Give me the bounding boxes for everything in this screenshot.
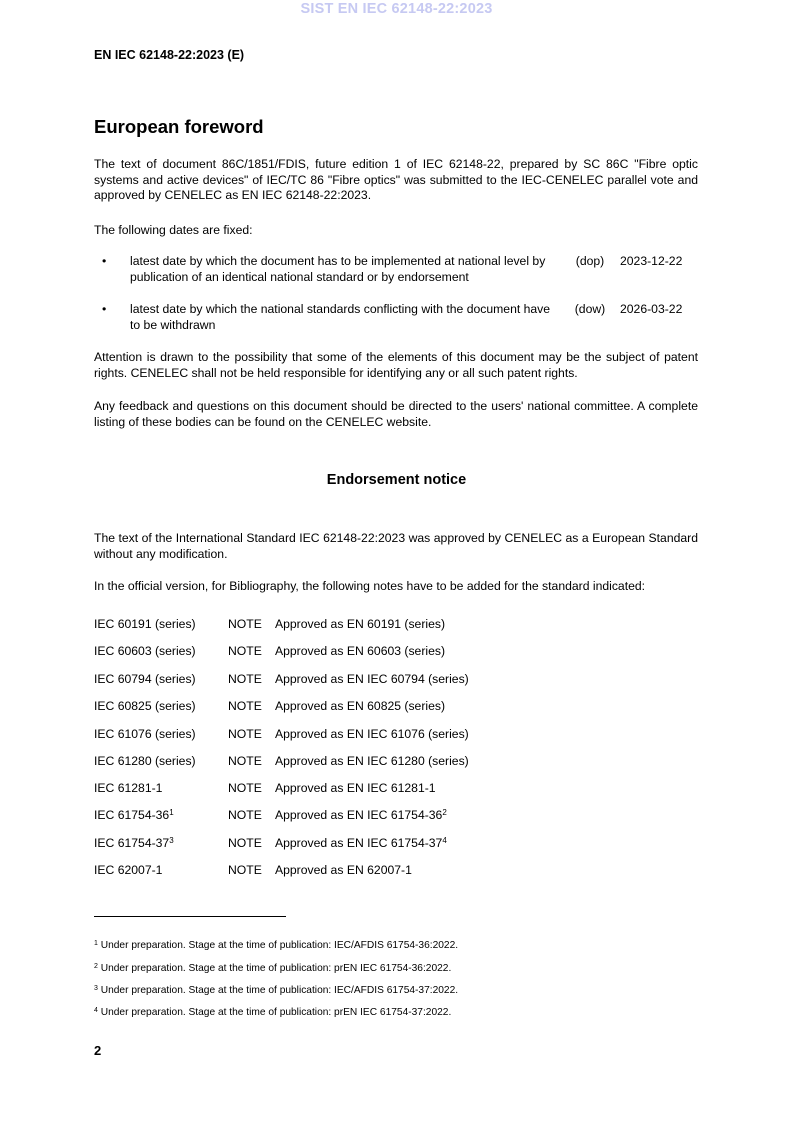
footnote-number: 1 xyxy=(94,940,98,947)
standard-ref: IEC 62007-1 xyxy=(94,863,163,877)
footnote-text: Under preparation. Stage at the time of publication: prEN IEC 61754-37:2022. xyxy=(97,1007,452,1018)
footnote-number: 4 xyxy=(94,1007,98,1014)
date-item-date: 2023-12-22 xyxy=(620,254,683,268)
footnote-text: Under preparation. Stage at the time of publication: IEC/AFDIS 61754-36:2022. xyxy=(97,940,459,951)
footnote-number: 2 xyxy=(94,963,98,970)
endorsement-title: Endorsement notice xyxy=(326,472,467,488)
footnote xyxy=(94,962,451,975)
date-item-abbr: (dop) xyxy=(575,254,605,268)
approved-as: Approved as EN 60191 (series) xyxy=(275,617,446,631)
attention-paragraph: Attention is drawn to the possibility that some of the elements of this document may be the subject of patent rights. CENELEC shall not be held responsible for identifying any or all such patent rights. xyxy=(94,350,698,380)
standard-ref: IEC $61754-37^3$ xyxy=(94,836,174,850)
bullet-marker: • xyxy=(102,302,107,316)
foreword-intro: The text of document 86C/1851/FDIS, future edition 1 of IEC 62148-22, prepared by SC 86C "Fibre optic systems and active devices" of IEC/TC 86 "Fibre optics" was submitted to the IEC-CENELEC parallel vote and approved by CENELEC as EN IEC 62148-22:2023. xyxy=(94,157,698,202)
footnote xyxy=(94,939,458,952)
feedback-paragraph: Any feedback and questions on this document should be directed to the users' national committee. A complete listing of these bodies can be found on the CENELEC website. xyxy=(94,399,698,429)
footnote xyxy=(94,1006,451,1019)
approved-as: Approved as EN 62007-1 xyxy=(275,863,412,877)
date-item-abbr: (dow) xyxy=(574,302,606,316)
note-label: NOTE xyxy=(228,617,262,631)
bullet-marker: • xyxy=(102,254,107,268)
footnote-ref: 2 xyxy=(442,808,447,817)
approved-as: Approved as EN 60825 (series) xyxy=(275,699,446,713)
note-label: NOTE xyxy=(228,808,262,822)
endorsement-text: The text of the International Standard IEC 62148-22:2023 was approved by CENELEC as a European Standard without any modification. xyxy=(94,531,698,561)
note-label: NOTE xyxy=(228,727,262,741)
approved-as: Approved as EN IEC 61076 (series) xyxy=(275,727,469,741)
standard-ref: IEC 60603 (series) xyxy=(94,644,196,658)
footnote-separator xyxy=(94,916,286,917)
footnote-text: Under preparation. Stage at the time of publication: IEC/AFDIS 61754-37:2022. xyxy=(97,985,459,996)
approved-as: Approved as EN IEC 60794 (series) xyxy=(275,672,469,686)
standard-ref: IEC 61076 (series) xyxy=(94,727,196,741)
standard-ref: IEC 61281-1 xyxy=(94,781,163,795)
document-id: EN IEC 62148-22:2023 (E) xyxy=(94,48,245,62)
note-label: NOTE xyxy=(228,863,262,877)
date-item-text: latest date by which the document has to be implemented at national level by publication of an identical national standard or by endorsement xyxy=(130,254,546,284)
note-label: NOTE xyxy=(228,781,262,795)
watermark: SIST EN IEC 62148-22:2023 xyxy=(300,1,493,17)
dates-intro: The following dates are fixed: xyxy=(94,223,253,237)
date-item-date: 2026-03-22 xyxy=(620,302,683,316)
approved-as: Approved as EN IEC 61280 (series) xyxy=(275,754,469,768)
note-label: NOTE xyxy=(228,699,262,713)
footnote-ref: 1 xyxy=(169,808,174,817)
standard-ref: IEC 60191 (series) xyxy=(94,617,196,631)
approved-as: Approved as EN IEC $61754-37^4$ xyxy=(275,836,447,850)
standard-ref: IEC 60794 (series) xyxy=(94,672,196,686)
date-item-text: latest date by which the national standards conflicting with the document have to be withdrawn xyxy=(130,302,551,332)
footnote xyxy=(94,984,458,997)
page-number: 2 xyxy=(94,1043,102,1058)
footnote-text: Under preparation. Stage at the time of publication: prEN IEC 61754-36:2022. xyxy=(97,963,452,974)
foreword-title: European foreword xyxy=(94,116,264,137)
standard-ref: IEC $61754-36^1$ xyxy=(94,808,174,822)
standard-ref: IEC 60825 (series) xyxy=(94,699,196,713)
note-label: NOTE xyxy=(228,836,262,850)
note-label: NOTE xyxy=(228,672,262,686)
approved-as: Approved as EN 60603 (series) xyxy=(275,644,446,658)
approved-as: Approved as EN IEC 61281-1 xyxy=(275,781,436,795)
footnote-ref: 3 xyxy=(169,836,174,845)
note-label: NOTE xyxy=(228,754,262,768)
approved-as: Approved as EN IEC $61754-36^2$ xyxy=(275,808,447,822)
note-label: NOTE xyxy=(228,644,262,658)
standard-ref: IEC 61280 (series) xyxy=(94,754,196,768)
footnote-ref: 4 xyxy=(442,836,447,845)
bibliography-intro: In the official version, for Bibliography, the following notes have to be added for the standard indicated: xyxy=(94,579,646,593)
footnote-number: 3 xyxy=(94,985,98,992)
